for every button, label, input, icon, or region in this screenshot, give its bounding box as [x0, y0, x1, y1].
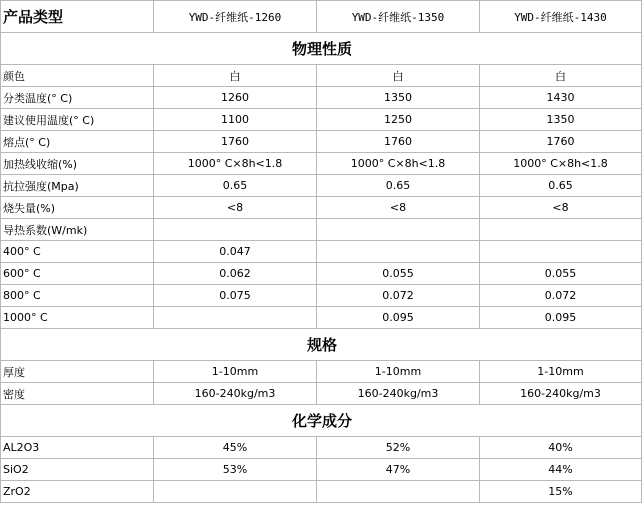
row-label: 密度: [1, 383, 154, 405]
table-row: [1, 307, 642, 329]
cell-value: 1100: [154, 109, 317, 131]
table-row: [1, 285, 642, 307]
row-label: 厚度: [1, 361, 154, 383]
spec-table-body: [1, 1, 642, 503]
cell-value: 160-240kg/m3: [317, 383, 480, 405]
table-row: [1, 87, 642, 109]
section-title: 化学成分: [1, 405, 642, 437]
row-label: 加热线收缩(%): [1, 153, 154, 175]
product-1350-header: YWD-纤维纸-1350: [317, 1, 480, 33]
table-row: [1, 175, 642, 197]
row-label: 导热系数(W/mk): [1, 219, 154, 241]
cell-value: 0.65: [154, 175, 317, 197]
cell-value: 1-10mm: [480, 361, 642, 383]
cell-value: 52%: [317, 437, 480, 459]
row-label: 分类温度(° C): [1, 87, 154, 109]
cell-value: [317, 481, 480, 503]
cell-value: [317, 219, 480, 241]
table-row: [1, 383, 642, 405]
row-label: SiO2: [1, 459, 154, 481]
row-label: 抗拉强度(Mpa): [1, 175, 154, 197]
cell-value: <8: [154, 197, 317, 219]
cell-value: 1-10mm: [154, 361, 317, 383]
section-row: [1, 329, 642, 361]
table-row: [1, 481, 642, 503]
cell-value: 0.075: [154, 285, 317, 307]
cell-value: 1760: [154, 131, 317, 153]
cell-value: 0.072: [317, 285, 480, 307]
cell-value: 1000° C×8h<1.8: [154, 153, 317, 175]
product-1260-header: YWD-纤维纸-1260: [154, 1, 317, 33]
table-row: [1, 153, 642, 175]
cell-value: 白: [480, 65, 642, 87]
cell-value: 0.095: [317, 307, 480, 329]
section-title: 物理性质: [1, 33, 642, 65]
cell-value: 160-240kg/m3: [154, 383, 317, 405]
row-label: ZrO2: [1, 481, 154, 503]
cell-value: 45%: [154, 437, 317, 459]
cell-value: [154, 219, 317, 241]
cell-value: 白: [317, 65, 480, 87]
table-row: [1, 263, 642, 285]
cell-value: 47%: [317, 459, 480, 481]
table-row: [1, 65, 642, 87]
cell-value: 40%: [480, 437, 642, 459]
cell-value: [154, 481, 317, 503]
cell-value: 1260: [154, 87, 317, 109]
cell-value: 1430: [480, 87, 642, 109]
table-row: [1, 459, 642, 481]
cell-value: 1000° C×8h<1.8: [480, 153, 642, 175]
row-label: 1000° C: [1, 307, 154, 329]
cell-value: 1250: [317, 109, 480, 131]
cell-value: 53%: [154, 459, 317, 481]
cell-value: 白: [154, 65, 317, 87]
table-row: [1, 219, 642, 241]
row-label: 烧失量(%): [1, 197, 154, 219]
table-row: [1, 109, 642, 131]
cell-value: [480, 241, 642, 263]
cell-value: <8: [317, 197, 480, 219]
product-1430-header: YWD-纤维纸-1430: [480, 1, 642, 33]
row-label: 600° C: [1, 263, 154, 285]
cell-value: 0.055: [317, 263, 480, 285]
table-row: [1, 361, 642, 383]
header-label: 产品类型: [1, 1, 154, 33]
cell-value: 0.072: [480, 285, 642, 307]
cell-value: 1760: [317, 131, 480, 153]
row-label: 建议使用温度(° C): [1, 109, 154, 131]
cell-value: 44%: [480, 459, 642, 481]
table-row: [1, 241, 642, 263]
row-label: AL2O3: [1, 437, 154, 459]
cell-value: 0.055: [480, 263, 642, 285]
cell-value: 1350: [317, 87, 480, 109]
table-row: [1, 197, 642, 219]
cell-value: 1000° C×8h<1.8: [317, 153, 480, 175]
table-row: [1, 131, 642, 153]
cell-value: <8: [480, 197, 642, 219]
row-label: 400° C: [1, 241, 154, 263]
section-row: [1, 33, 642, 65]
row-label: 熔点(° C): [1, 131, 154, 153]
cell-value: 0.062: [154, 263, 317, 285]
cell-value: 160-240kg/m3: [480, 383, 642, 405]
cell-value: 0.047: [154, 241, 317, 263]
cell-value: 15%: [480, 481, 642, 503]
section-title: 规格: [1, 329, 642, 361]
cell-value: [317, 241, 480, 263]
section-row: [1, 405, 642, 437]
cell-value: [480, 219, 642, 241]
cell-value: 0.095: [480, 307, 642, 329]
table-row: [1, 437, 642, 459]
cell-value: 0.65: [317, 175, 480, 197]
cell-value: 1760: [480, 131, 642, 153]
cell-value: 1-10mm: [317, 361, 480, 383]
cell-value: [154, 307, 317, 329]
header-row: [1, 1, 642, 33]
cell-value: 0.65: [480, 175, 642, 197]
row-label: 颜色: [1, 65, 154, 87]
cell-value: 1350: [480, 109, 642, 131]
row-label: 800° C: [1, 285, 154, 307]
